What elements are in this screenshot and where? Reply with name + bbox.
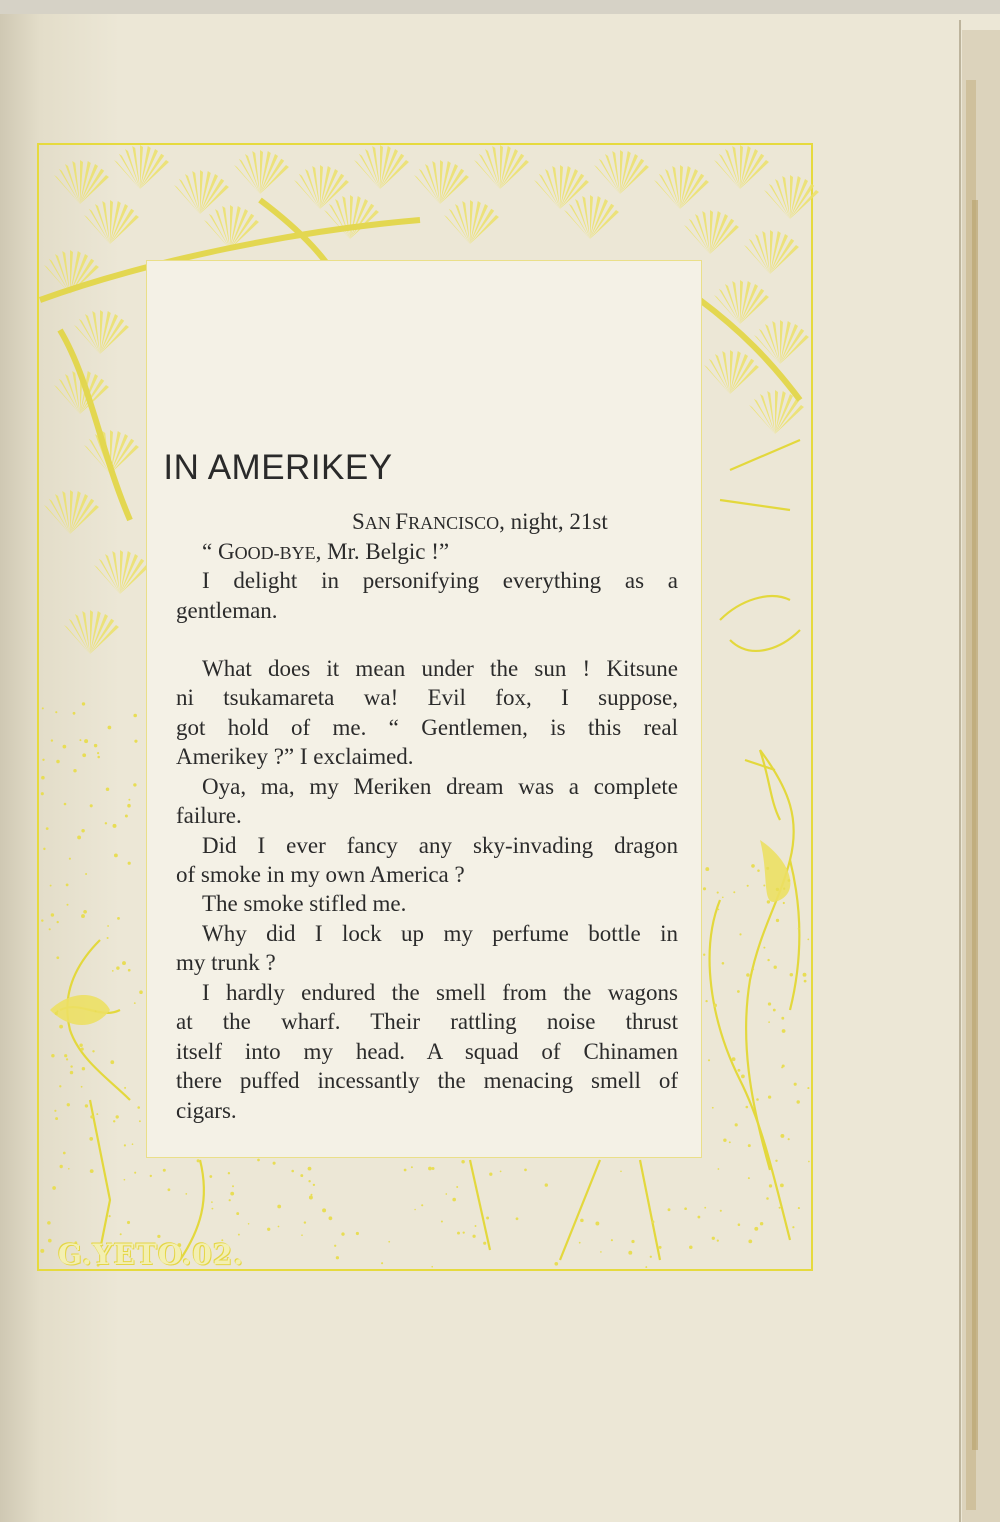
body-line: there puffed incessantly the menacing smell of xyxy=(176,1069,678,1093)
body-line: failure. xyxy=(176,803,242,828)
dateline-city-small2: RANCISCO xyxy=(408,513,500,533)
body-line: Why did I lock up my perfume bottle in xyxy=(202,922,678,946)
body-line: itself into my head. A squad of Chinamen xyxy=(176,1040,678,1064)
body-line: ni tsukamareta wa! Evil fox, I suppose, xyxy=(176,686,678,710)
body-line: gentleman. xyxy=(176,598,278,623)
dateline-city-initial2: F xyxy=(395,509,409,534)
artist-signature: G.YETO.02. xyxy=(58,1238,245,1271)
body-line: Amerikey ?” I exclaimed. xyxy=(176,744,414,769)
body-line: of smoke in my own America ? xyxy=(176,862,465,887)
body-line: Did I ever fancy any sky-invading dragon xyxy=(202,834,678,858)
body-line: What does it mean under the sun ! Kitsune xyxy=(202,657,678,681)
greeting-small: OOD-BYE xyxy=(234,543,316,563)
body-line: at the wharf. Their rattling noise thrust xyxy=(176,1010,678,1034)
body-line: cigars. xyxy=(176,1098,237,1123)
greeting-line xyxy=(202,540,449,563)
body-line: I hardly endured the smell from the wagons xyxy=(202,981,678,1005)
body-line: The smoke stifled me. xyxy=(202,891,407,916)
dateline-rest: , night, 21st xyxy=(499,509,608,534)
chapter-title: IN AMERIKEY xyxy=(163,448,393,487)
dateline-city-initial: S xyxy=(352,509,365,534)
dateline-city-small: AN xyxy=(364,513,396,533)
body-line: Oya, ma, my Meriken dream was a complete xyxy=(202,775,678,799)
body-line: I delight in personifying everything as a xyxy=(202,569,678,593)
greeting-rest: , Mr. Belgic !” xyxy=(315,539,450,564)
greeting-open: “ G xyxy=(202,539,235,564)
dateline xyxy=(352,510,608,533)
body-line: got hold of me. “ Gentlemen, is this real xyxy=(176,716,678,740)
body-line: my trunk ? xyxy=(176,950,276,975)
